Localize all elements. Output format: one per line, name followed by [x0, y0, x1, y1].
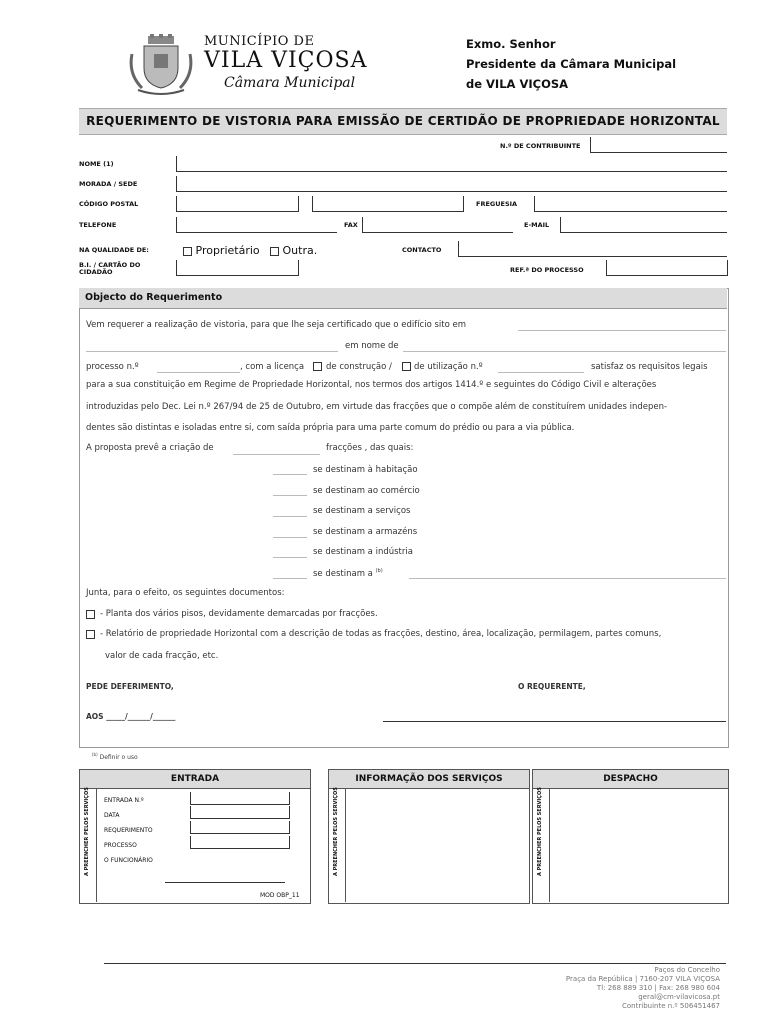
- codigo-postal-field-1[interactable]: [176, 196, 299, 212]
- info-vertical-label: A PREENCHER PELOS SERVIÇOS: [333, 787, 339, 876]
- footnote-mark: (b): [92, 752, 98, 757]
- doc1-checkbox[interactable]: [86, 610, 95, 619]
- objecto-line-2: em nome de: [345, 341, 399, 351]
- objecto-heading: Objecto do Requerimento: [79, 288, 727, 309]
- email-field[interactable]: [560, 217, 727, 233]
- requerente-label: O REQUERENTE,: [518, 682, 586, 691]
- addressee-line-3: de VILA VIÇOSA: [466, 77, 569, 91]
- entrada-numero-field[interactable]: [190, 792, 290, 805]
- form-title: REQUERIMENTO DE VISTORIA PARA EMISSÃO DE CERTIDÃO DE PROPRIEDADE HORIZONTAL: [79, 108, 727, 135]
- qualidade-label: NA QUALIDADE DE:: [79, 246, 149, 254]
- footer-line-4: geral@cm-vilavicosa.pt: [638, 993, 720, 1001]
- signature-line[interactable]: [383, 721, 726, 722]
- destino-outro-note: (b): [375, 568, 383, 574]
- vila-vicosa-label: VILA VIÇOSA: [204, 48, 368, 73]
- footnote-text: Definir o uso: [99, 754, 138, 761]
- proprietario-checkbox[interactable]: [183, 247, 192, 256]
- fax-label: FAX: [344, 221, 358, 229]
- addressee-line-1: Exmo. Senhor: [466, 37, 556, 51]
- doc1-label: - Planta dos vários pisos, devidamente demarcadas por fracções.: [100, 609, 378, 619]
- doc2-label-cont: valor de cada fracção, etc.: [105, 651, 219, 661]
- info-divider: [345, 788, 346, 902]
- objecto-section: [79, 288, 729, 748]
- municipio-label: MUNICÍPIO DE: [204, 34, 315, 49]
- info-panel: [328, 769, 530, 904]
- despacho-panel: [532, 769, 729, 904]
- despacho-divider: [549, 788, 550, 902]
- entrada-processo-field[interactable]: [190, 836, 290, 849]
- bi-label: B.I. / CARTÃO DO CIDADÃO: [79, 261, 141, 276]
- addressee-line-2: Presidente da Câmara Municipal: [466, 57, 677, 71]
- camara-label: Câmara Municipal: [224, 75, 356, 91]
- codigo-postal-field-2[interactable]: [312, 196, 464, 212]
- info-heading: INFORMAÇÃO DOS SERVIÇOS: [329, 770, 529, 789]
- footer-address: [566, 966, 720, 1011]
- licenca-label: , com a licença: [240, 362, 305, 372]
- morada-label: MORADA / SEDE: [79, 180, 138, 188]
- proprietario-option[interactable]: [183, 244, 260, 257]
- outra-text: Outra.: [282, 244, 318, 257]
- destino-industria: se destinam a indústria: [313, 547, 413, 557]
- junta-label: Junta, para o efeito, os seguintes documentos:: [86, 588, 285, 598]
- doc2-checkbox[interactable]: [86, 630, 95, 639]
- mod-code: MOD OBP_11: [260, 892, 300, 899]
- bi-field[interactable]: [176, 260, 299, 276]
- freguesia-label: FREGUESIA: [476, 200, 518, 208]
- telefone-field[interactable]: [176, 217, 337, 233]
- fax-field[interactable]: [362, 217, 513, 233]
- entrada-heading: ENTRADA: [80, 770, 310, 789]
- utilizacao-label: de utilização n.º: [414, 362, 483, 372]
- habitacao-line[interactable]: [273, 474, 307, 475]
- footer-line-3: Tl: 268 889 310 | Fax: 268 980 604: [596, 984, 720, 992]
- pede-deferimento: PEDE DEFERIMENTO,: [86, 682, 174, 691]
- entrada-data-field[interactable]: [190, 806, 290, 819]
- objecto-line-5: introduzidas pelo Dec. Lei n.º 267/94 de 25 de Outubro, em virtude das fracções que o compõe além de constituírem unidades indepen-: [86, 402, 668, 412]
- destino-comercio: se destinam ao comércio: [313, 486, 420, 496]
- construcao-label: de construção /: [326, 362, 392, 372]
- processo-line[interactable]: [157, 372, 240, 373]
- objecto-line-1: Vem requerer a realização de vistoria, para que lhe seja certificado que o edifício sito em: [86, 320, 467, 330]
- funcionario-signature-line[interactable]: [165, 882, 285, 883]
- destino-habitacao: se destinam à habitação: [313, 465, 418, 475]
- armazens-line[interactable]: [273, 537, 307, 538]
- destino-servicos: se destinam a serviços: [313, 506, 411, 516]
- requisitos-label: satisfaz os requisitos legais: [591, 362, 708, 372]
- entrada-row-5: O FUNCIONÁRIO: [104, 857, 153, 864]
- entrada-row-4: PROCESSO: [104, 842, 137, 849]
- nome-field[interactable]: [176, 156, 727, 172]
- outra-checkbox[interactable]: [270, 247, 279, 256]
- aos-date: AOS _____/______/______: [86, 712, 176, 721]
- ref-processo-label: REF.ª DO PROCESSO: [510, 266, 584, 274]
- morada-field[interactable]: [176, 176, 727, 192]
- entrada-requerimento-field[interactable]: [190, 821, 290, 834]
- objecto-line-4: para a sua constituição em Regime de Propriedade Horizontal, nos termos dos artigos 1414.º e seguintes do Código Civil e alterações: [86, 380, 657, 390]
- edificio-line-2[interactable]: [86, 351, 338, 352]
- freguesia-field[interactable]: [534, 196, 727, 212]
- footer-line-5: Contribuinte n.º 506451467: [622, 1002, 720, 1010]
- destino-armazens: se destinam a armazéns: [313, 527, 418, 537]
- footer-line-2: Praça da República | 7160-207 VILA VIÇOSA: [565, 975, 720, 983]
- utilizacao-line[interactable]: [498, 372, 584, 373]
- outro-destino-line[interactable]: [273, 578, 307, 579]
- utilizacao-checkbox[interactable]: [402, 362, 411, 371]
- outro-destino-desc-line[interactable]: [409, 578, 726, 579]
- entrada-row-2: DATA: [104, 812, 120, 819]
- proposta-label: A proposta prevê a criação de: [86, 443, 214, 453]
- despacho-vertical-label: A PREENCHER PELOS SERVIÇOS: [537, 787, 543, 876]
- footnote: [92, 752, 138, 761]
- edificio-line[interactable]: [518, 330, 726, 331]
- entrada-row-1: ENTRADA N.º: [104, 797, 144, 804]
- contribuinte-label: N.º DE CONTRIBUINTE: [500, 142, 581, 150]
- fraccoes-label: fracções , das quais:: [326, 443, 414, 453]
- codigo-postal-label: CÓDIGO POSTAL: [79, 200, 139, 208]
- contacto-field[interactable]: [458, 241, 727, 257]
- outra-option[interactable]: [270, 244, 317, 257]
- fraccoes-line[interactable]: [233, 454, 320, 455]
- email-label: E-MAIL: [524, 221, 550, 229]
- footer-rule: [104, 963, 726, 964]
- industria-line[interactable]: [273, 557, 307, 558]
- objecto-line-6: dentes são distintas e isoladas entre si, com saída própria para uma parte comum do prédio ou para a via pública.: [86, 423, 575, 433]
- comercio-line[interactable]: [273, 495, 307, 496]
- footer-line-1: Paços do Concelho: [654, 966, 720, 974]
- proprietario-text: Proprietário: [195, 244, 260, 257]
- destino-outro: se destinam a $^{(b)}$: [313, 568, 383, 579]
- servicos-line[interactable]: [273, 516, 307, 517]
- nome-de-line[interactable]: [403, 351, 726, 352]
- entrada-vertical-label: A PREENCHER PELOS SERVIÇOS: [84, 787, 90, 876]
- doc2-label: - Relatório de propriedade Horizontal com a descrição de todas as fracções, destino, área, localização, permilagem, partes comuns,: [100, 629, 662, 639]
- telefone-label: TELEFONE: [79, 221, 117, 229]
- nome-label: NOME (1): [79, 160, 114, 168]
- contacto-label: CONTACTO: [402, 246, 442, 254]
- entrada-divider: [96, 788, 97, 902]
- ref-processo-field[interactable]: [606, 260, 728, 276]
- construcao-checkbox[interactable]: [313, 362, 322, 371]
- contribuinte-field[interactable]: [590, 137, 727, 153]
- processo-label: processo n.º: [86, 362, 139, 372]
- municipal-crest-logo: [126, 34, 196, 96]
- despacho-heading: DESPACHO: [533, 770, 728, 789]
- entrada-row-3: REQUERIMENTO: [104, 827, 153, 834]
